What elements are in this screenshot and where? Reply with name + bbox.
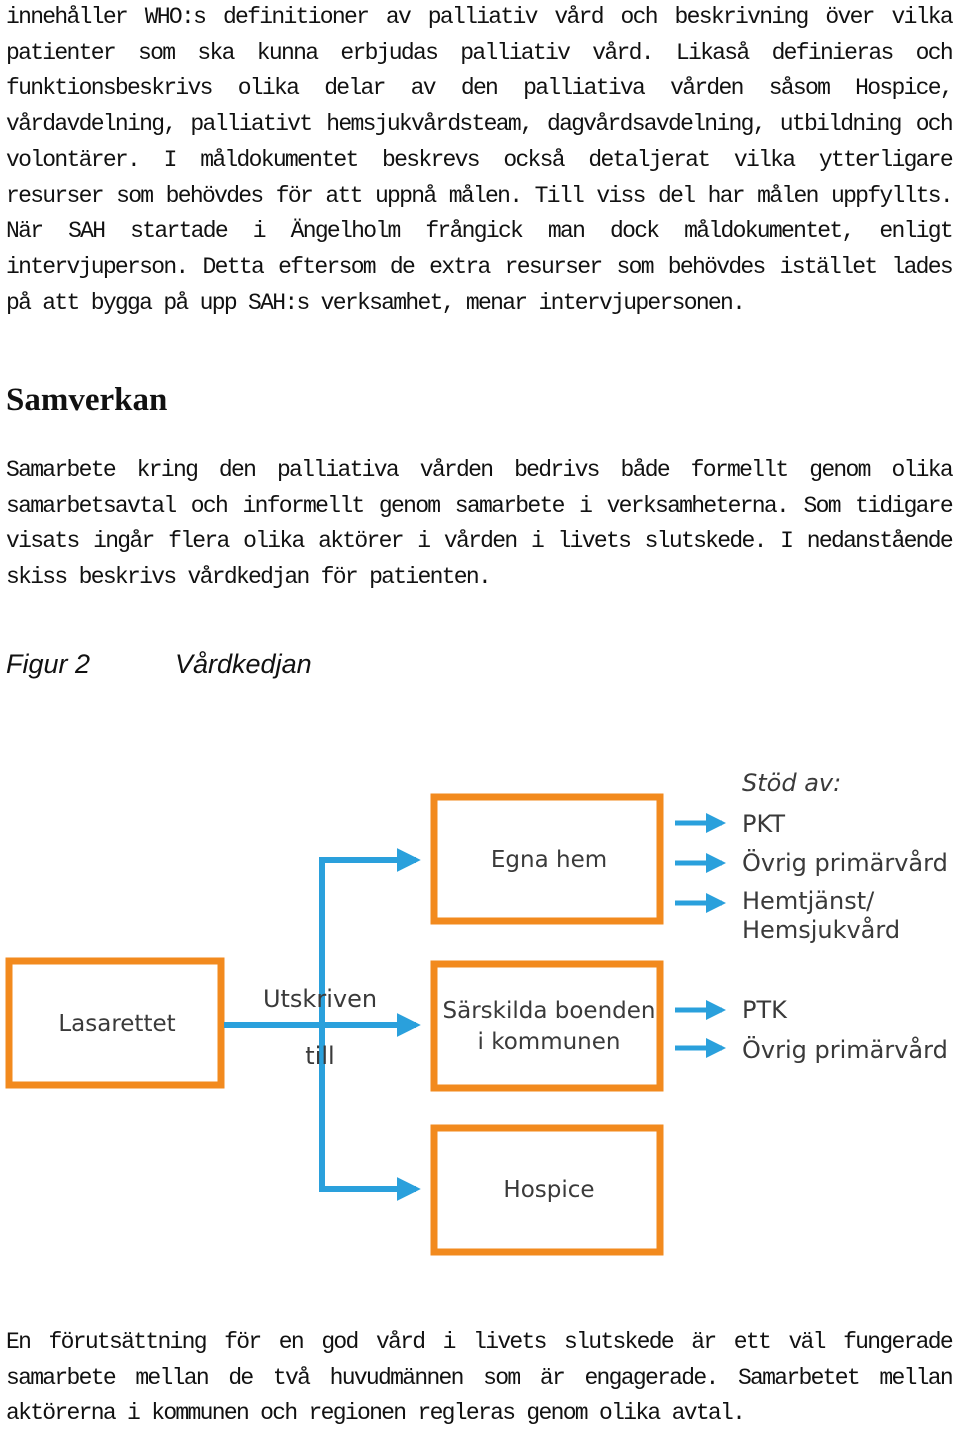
support-ptk: PTK — [742, 996, 787, 1024]
closing-paragraph: En förutsättning för en god vård i livets slutskede är ett väl fungerade samarbete mellan de två huvudmännen som är engagerade. Samarbetet mellan aktörerna i kommunen och regionen regleras genom olika avtal. — [6, 1329, 952, 1427]
lasarettet-label: Lasarettet — [58, 1011, 176, 1037]
hospice-label: Hospice — [503, 1177, 595, 1203]
support-pkt: PKT — [742, 810, 786, 838]
kommunen-label: i kommunen — [477, 1029, 621, 1055]
utskriven-label: Utskriven — [262, 985, 378, 1013]
egna-hem-label: Egna hem — [490, 847, 608, 873]
support-hemsjukvard: Hemsjukvård — [742, 916, 901, 944]
intro-paragraph: innehåller WHO:s definitioner av palliativ vård och beskrivning över vilka patienter som ska kunna erbjudas palliativ vård. Likaså definieras och funktionsbeskrivs olika delar av den palliativa vården såsom Hospice, vårdavdelning, palliativt hemsjukvårdsteam, dagvårdsavdelning, utbildning och volontärer. I måldokumentet beskrevs också detaljerat vilka ytterligare resurser som behövdes för att uppnå målen. Till viss del har målen uppfyllts. När SAH startade i Ängelholm frångick man dock måldokumentet, enligt intervjuperson. Detta eftersom de extra resurser som behövdes istället lades på att bygga på upp SAH:s verksamhet, menar intervjupersonen. — [6, 4, 952, 316]
support-header: Stöd av: — [742, 769, 842, 797]
sarskilda-boenden-box — [434, 964, 660, 1088]
arrow-to-hospice — [322, 1025, 416, 1189]
till-label: till — [305, 1042, 335, 1070]
support-hemtjanst: Hemtjänst/ — [742, 887, 875, 915]
collaboration-paragraph: Samarbete kring den palliativa vården bedrivs både formellt genom olika samarbetsavtal och informellt genom samarbete i verksamheterna. Som tidigare visats ingår flera olika aktörer i vården i livets slutskede. I nedanstående skiss beskrivs vårdkedjan för patienten. — [6, 457, 952, 591]
figure-title: Vårdkedjan — [175, 649, 312, 679]
support-primarvard-2: Övrig primärvård — [742, 1036, 948, 1064]
figure-number: Figur 2 — [6, 649, 91, 679]
care-chain-diagram — [0, 740, 960, 1270]
support-primarvard-1: Övrig primärvård — [742, 849, 948, 877]
section-heading: Samverkan — [6, 382, 168, 418]
sarskilda-boenden-label: Särskilda boenden — [442, 998, 656, 1024]
